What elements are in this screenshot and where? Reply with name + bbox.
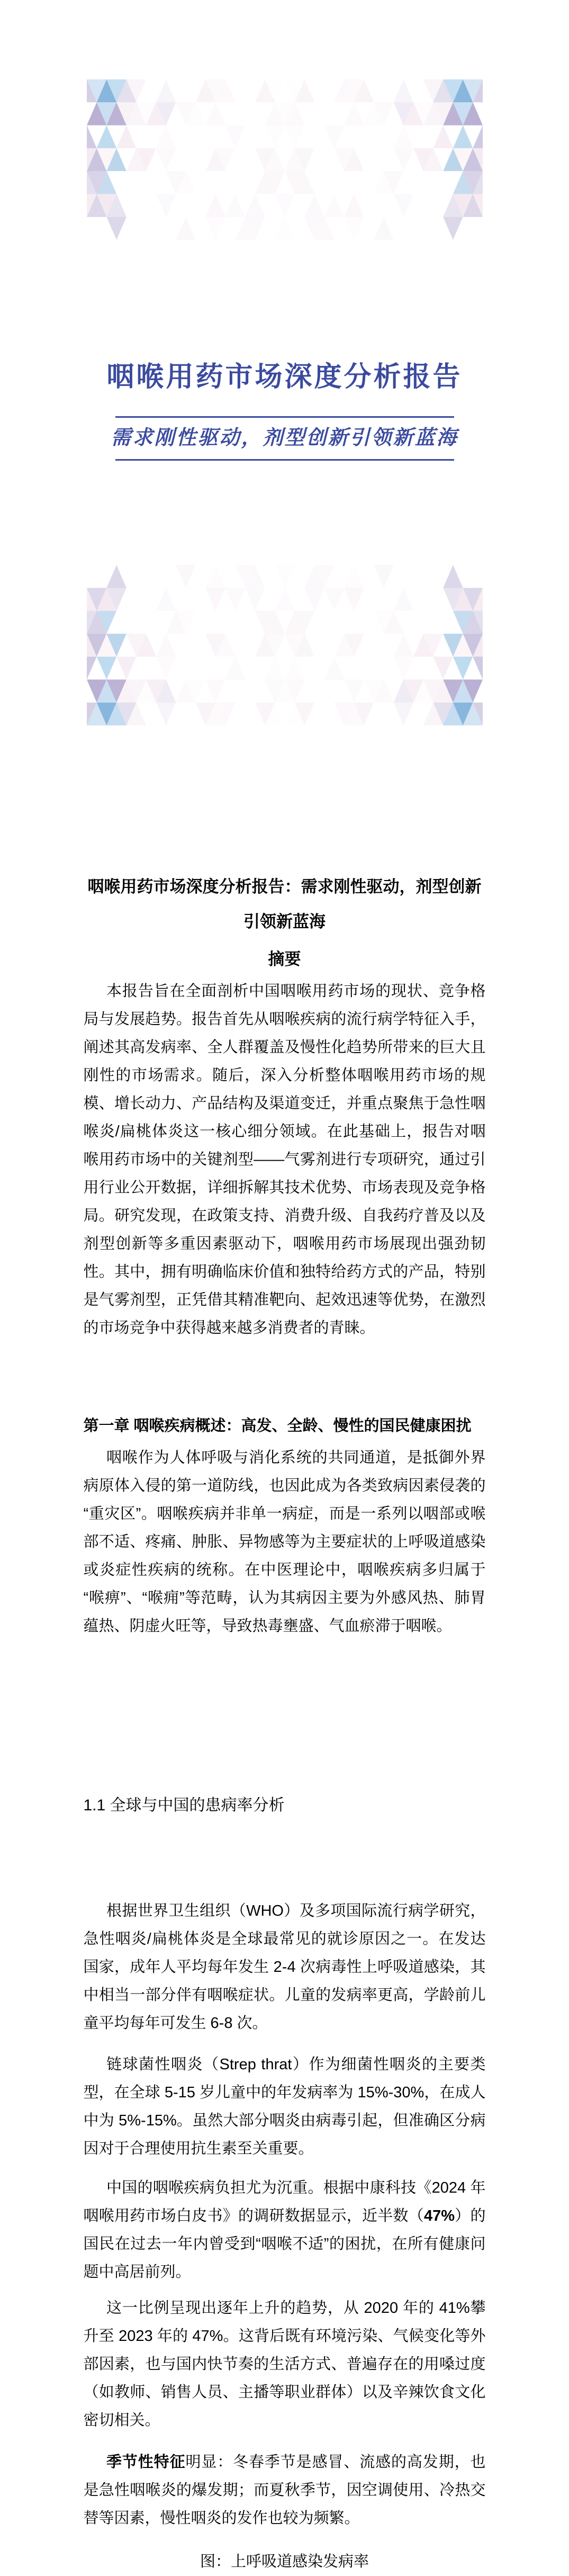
paragraph-china-burden-bold-value: 47% [423, 2207, 455, 2224]
chapter-1-heading: 第一章 咽喉疾病概述：高发、全龄、慢性的国民健康困扰 [83, 1417, 472, 1434]
paragraph-seasonal [84, 2448, 486, 2533]
paragraph-strep-throat: 链球菌性咽炎（Strep thrat）作为细菌性咽炎的主要类型，在全球 5-15 岁儿童中的年发病率为 15%-30%，在成人中为 5%-15%。虽然大部分咽炎由病毒引起，但准确区分病因对于合理使用抗生素至关重要。 [83, 2056, 486, 2157]
paragraph-who-prevalence: 根据世界卫生组织（WHO）及多项国际流行病学研究，急性咽炎/扁桃体炎是全球最常见的就诊原因之一。在发达国家，成年人平均每年发生 2-4 次病毒性上呼吸道感染，其中相当一部分伴有咽喉症状。儿童的发病率更高，学龄前儿童平均每年可发生 6-8 次。 [83, 1902, 486, 2032]
abstract-heading: 摘要 [268, 950, 301, 968]
triangle-mosaic-bottom [87, 565, 483, 725]
paragraph-china-burden-text-after: ）的国民在过去一年内曾受到“咽喉不适”的困扰，在所有健康问题中高居前列。 [83, 2207, 486, 2281]
document-heading: 咽喉用药市场深度分析报告：需求刚性驱动，剂型创新引领新蓝海 [87, 877, 482, 931]
divider-line-bottom [115, 459, 454, 461]
paragraph-rising-trend: 这一比例呈现出逐年上升的趋势，从 2020 年的 41%攀升至 2023 年的 47%。这背后既有环境污染、气候变化等外部因素，也与国内快节奏的生活方式、普遍存在的用嗓过度（如教师、销售人员、主播等职业群体）以及辛辣饮食文化密切相关。 [83, 2300, 486, 2429]
document-body [84, 869, 486, 2576]
cover-section [0, 359, 569, 461]
triangle-mosaic-top [87, 79, 483, 240]
figure-caption: 图：上呼吸道感染发病率 [200, 2553, 369, 2570]
cover-subtitle: 需求刚性驱动，剂型创新引领新蓝海 [111, 427, 458, 449]
paragraph-seasonal-text: 明显：冬春季节是感冒、流感的高发期，也是急性咽喉炎的爆发期；而夏秋季节，因空调使用、冷热交替等因素，慢性咽炎的发作也较为频繁。 [83, 2454, 486, 2527]
paragraph-china-burden-text: 中国的咽喉疾病负担尤为沉重。根据中康科技《2024 年咽喉用药市场白皮书》的调研数据显示，近半数（ [83, 2179, 486, 2224]
report-page [0, 79, 569, 2570]
chapter-1-intro-paragraph: 咽喉作为人体呼吸与消化系统的共同通道，是抵御外界病原体入侵的第一道防线，也因此成为各类致病因素侵袭的“重灾区”。咽喉疾病并非单一病症，而是一系列以咽部或喉部不适、疼痛、肿胀、异物感等为主要症状的上呼吸道感染或炎症性疾病的统称。在中医理论中，咽喉疾病多归属于“喉痹”、“喉痈”等范畴，认为其病因主要为外感风热、肺胃蕴热、阴虚火旺等，导致热毒壅盛、气血瘀滞于咽喉。 [83, 1449, 486, 1635]
section-1-1-heading: 1.1 全球与中国的患病率分析 [83, 1797, 285, 1814]
paragraph-seasonal-bold-lead: 季节性特征 [106, 2454, 186, 2471]
paragraph-china-burden [84, 2174, 486, 2286]
divider-line-top [115, 416, 454, 418]
cover-title: 咽喉用药市场深度分析报告 [106, 362, 463, 392]
abstract-paragraph: 本报告旨在全面剖析中国咽喉用药市场的现状、竞争格局与发展趋势。报告首先从咽喉疾病的流行病学特征入手，阐述其高发病率、全人群覆盖及慢性化趋势所带来的巨大且刚性的市场需求。随后，深入分析整体咽喉用药市场的规模、增长动力、产品结构及渠道变迁，并重点聚焦于急性咽喉炎/扁桃体炎这一核心细分领域。在此基础上，报告对咽喉用药市场中的关键剂型——气雾剂进行专项研究，通过引用行业公开数据，详细拆解其技术优势、市场表现及竞争格局。研究发现，在政策支持、消费升级、自我药疗普及以及剂型创新等多重因素驱动下，咽喉用药市场展现出强劲韧性。其中，拥有明确临床价值和独特给药方式的产品，特别是气雾剂型，正凭借其精准靶向、起效迅速等优势，在激烈的市场竞争中获得越来越多消费者的青睐。 [83, 983, 486, 1336]
